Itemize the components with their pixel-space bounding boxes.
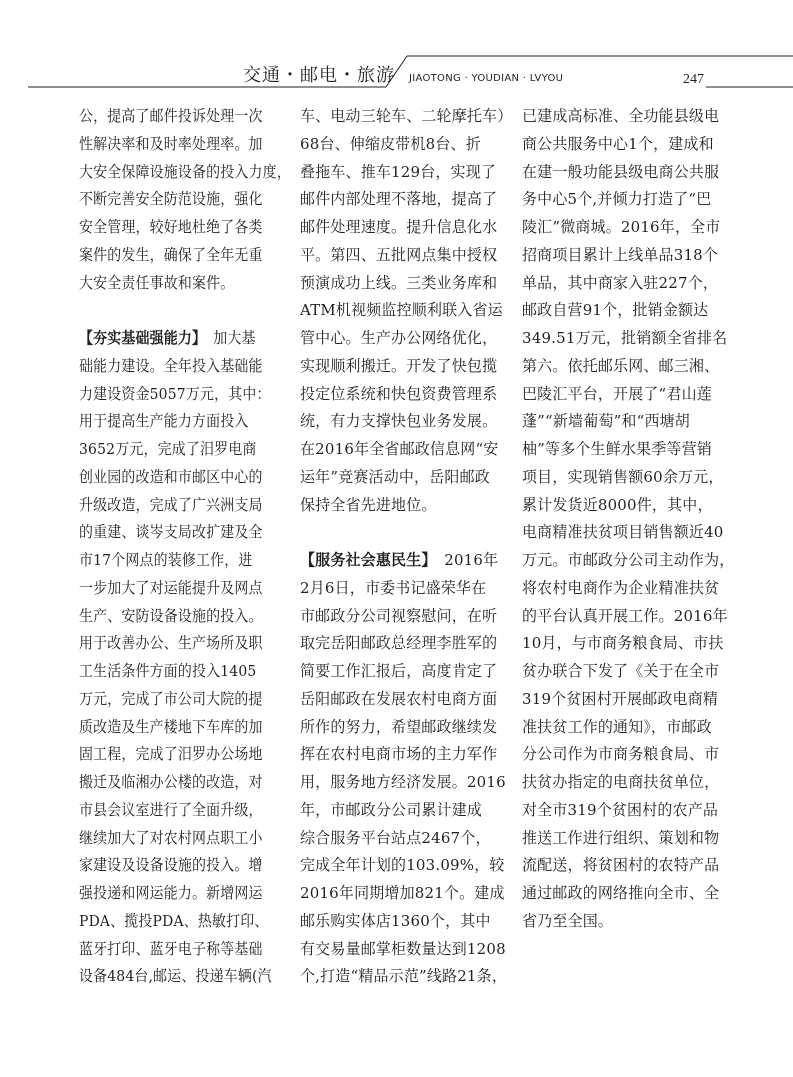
text-line: 车、电动三轮车、二轮摩托车） [300, 107, 513, 125]
text-line: 蓝牙打印、蓝牙电子称等基础 [79, 939, 263, 958]
text-column-2 [300, 103, 515, 991]
text-line: 平。第四、五批网点集中授权 [300, 245, 498, 264]
text-line: 已建成高标准、全功能县级电 [522, 107, 720, 125]
text-line: 一步加大了对运能提升及网点 [79, 578, 263, 597]
text-line: 准扶贫工作的通知》，市邮政 [522, 717, 712, 736]
text-line: 分公司作为市商务粮食局、市 [522, 745, 720, 764]
text-line: 务中心5个,并倾力打造了“巴 [522, 190, 712, 209]
text-line: 用于提高生产能力方面投入 [79, 412, 249, 431]
text-line: 邮乐购实体店1360个，其中 [300, 911, 491, 930]
text-line: 蓬”“新墙葡萄”和“西塘胡 [522, 412, 690, 431]
text-column-3 [522, 103, 737, 936]
section-title: 交通・邮电・旅游 [243, 65, 395, 86]
section-title-pinyin: JIAOTONG · YOUDIAN · LVYOU [409, 73, 564, 84]
text-line: 对全市319个贫困村的农产品 [522, 800, 719, 819]
text-line: 完成全年计划的103.09%，较 [300, 856, 505, 875]
text-line: 叠拖车、推车129台，实现了 [300, 162, 497, 181]
text-line: 邮件内部处理不落地，提高了 [300, 190, 498, 209]
text-line: 流配送，将贫困村的农特产品 [522, 856, 720, 875]
text-line: 运年”竞赛活动中，岳阳邮政 [300, 467, 490, 486]
header-rule [0, 0, 793, 100]
text-line: 柚”等多个生鲜水果季等营销 [522, 440, 712, 458]
text-line: 继续加大了对农村网点职工小 [79, 828, 263, 847]
text-line: 生产、安防设备设施的投入。 [79, 606, 263, 625]
text-line: 319个贫困村开展邮政电商精 [522, 689, 719, 708]
text-line: 大安全责任事故和案件。 [79, 273, 235, 292]
text-line: 创业园的改造和市邮区中心的 [79, 467, 263, 486]
text-line: 取完岳阳邮政总经理李胜军的 [300, 634, 498, 653]
text-line: 预演成功上线。三类业务库和 [300, 273, 498, 292]
section-heading: 【夯实基础强能力】 [79, 329, 200, 347]
text-line: 质改造及生产楼地下车库的加 [79, 717, 263, 736]
page-number: 247 [683, 72, 704, 87]
text-line: 保持全省先进地位。 [300, 495, 437, 514]
text-line: 个,打造“精品示范”线路21条， [300, 967, 508, 986]
text-line: 2016年同期增加821个。建成 [300, 884, 505, 902]
section-heading-line [300, 547, 512, 575]
text-line: 力建设资金5057万元，其中： [79, 384, 271, 403]
text-column-1 [79, 103, 310, 991]
paragraph-gap [79, 297, 291, 325]
text-line: 349.51万元，批销额全省排名 [522, 329, 728, 347]
text-line: 升级改造，完成了广兴洲支局 [79, 495, 263, 514]
text-line: 础能力建设。全年投入基础能 [79, 356, 263, 375]
text-line: ATM机视频监控顺利联入省运 [300, 301, 503, 320]
body-text: 2016年 [429, 551, 499, 569]
text-line: 巴陵汇平台，开展了“君山莲 [522, 384, 712, 403]
text-line: 市17个网点的装修工作，进 [79, 551, 253, 569]
text-line: 投定位系统和快包资费管理系 [300, 384, 498, 403]
text-line: 第六。依托邮乐网、邮三湘、 [522, 356, 720, 375]
text-line: 招商项目累计上线单品318个 [522, 245, 719, 264]
text-line: 扶贫办指定的电商扶贫单位， [522, 773, 720, 791]
text-line: 案件的发生，确保了全年无重 [79, 245, 263, 264]
text-line: 不断完善安全防范设施，强化 [79, 190, 263, 209]
text-line: 单品，其中商家入驻227个， [522, 273, 719, 292]
text-line: 所作的努力，希望邮政继续发 [300, 717, 498, 736]
section-heading-line [79, 325, 291, 353]
text-line: 综合服务平台站点2467个， [300, 828, 491, 847]
text-line: 在建一般功能县级电商公共服 [522, 162, 720, 181]
text-line: 贫办联合下发了《关于在全市 [522, 662, 720, 680]
text-line: PDA、揽投PDA、热敏打印、 [79, 911, 269, 930]
text-line: 安全管理，较好地杜绝了各类 [79, 218, 263, 236]
text-line: 在2016年全省邮政信息网“安 [300, 440, 499, 458]
text-line: 公，提高了邮件投诉处理一次 [79, 107, 263, 125]
text-line: 万元。市邮政分公司主动作为， [522, 551, 735, 569]
text-line: 累计发货近8000件，其中， [522, 495, 713, 514]
text-line: 性解决率和及时率处理率。加 [79, 134, 263, 153]
text-line: 搬迁及临湘办公楼的改造，对 [79, 773, 263, 791]
body-text: 加大基 [199, 329, 256, 347]
text-line: 邮件处理速度。提升信息化水 [300, 218, 498, 236]
text-line: 10月，与市商务粮食局、市扶 [522, 634, 724, 653]
text-line: 固工程，完成了汨罗办公场地 [79, 745, 263, 764]
text-line: 工生活条件方面的投入1405 [79, 662, 257, 680]
text-line: 电商精准扶贫项目销售额近40 [522, 523, 724, 542]
text-line: 邮政自营91个，批销金额达 [522, 301, 709, 320]
text-line: 陵汇”微商城。2016年，全市 [522, 218, 721, 236]
text-line: 有交易量邮掌柜数量达到1208 [300, 939, 506, 958]
text-line: 68台、伸缩皮带机8台、折 [300, 134, 481, 153]
text-line: 将农村电商作为企业精准扶贫 [522, 578, 720, 597]
text-line: 市县会议室进行了全面升级， [79, 800, 263, 819]
text-line: 万元，完成了市公司大院的提 [79, 689, 263, 708]
section-heading: 【服务社会惠民生】 [300, 551, 430, 569]
text-line: 设备484台,邮运、投递车辆(汽 [79, 967, 272, 986]
text-line: 管中心。生产办公网络优化， [300, 329, 498, 347]
text-line: 统，有力支撑快包业务发展。 [300, 412, 498, 431]
text-line: 年，市邮政分公司累计建成 [300, 800, 483, 819]
text-line: 的平台认真开展工作。2016年 [522, 606, 728, 625]
text-line: 3652万元，完成了汨罗电商 [79, 440, 257, 458]
text-line: 商公共服务中心1个，建成和 [522, 134, 714, 153]
text-line: 用，服务地方经济发展。2016 [300, 773, 506, 791]
paragraph-gap [300, 519, 512, 547]
text-line: 简要工作汇报后，高度肯定了 [300, 662, 498, 680]
text-line: 用于改善办公、生产场所及职 [79, 634, 263, 653]
text-line: 实现顺利搬迁。开发了快包揽 [300, 356, 498, 375]
text-line: 家建设及设备设施的投入。增 [79, 856, 263, 875]
text-line: 省乃至全国。 [522, 911, 614, 930]
text-line: 项目，实现销售额60余万元， [522, 467, 724, 486]
text-line: 强投递和网运能力。新增网运 [79, 884, 263, 902]
text-line: 推送工作进行组织、策划和物 [522, 828, 720, 847]
text-line: 大安全保障设施设备的投入力度， [79, 162, 291, 181]
text-line: 市邮政分公司视察慰问，在听 [300, 606, 498, 625]
text-line: 的重建、谈岑支局改扩建及全 [79, 523, 263, 542]
text-line: 2月6日，市委书记盛荣华在 [300, 578, 487, 597]
text-line: 通过邮政的网络推向全市、全 [522, 884, 720, 902]
page-header [0, 0, 793, 100]
text-line: 岳阳邮政在发展农村电商方面 [300, 689, 498, 708]
text-line: 挥在农村电商市场的主力军作 [300, 745, 498, 764]
